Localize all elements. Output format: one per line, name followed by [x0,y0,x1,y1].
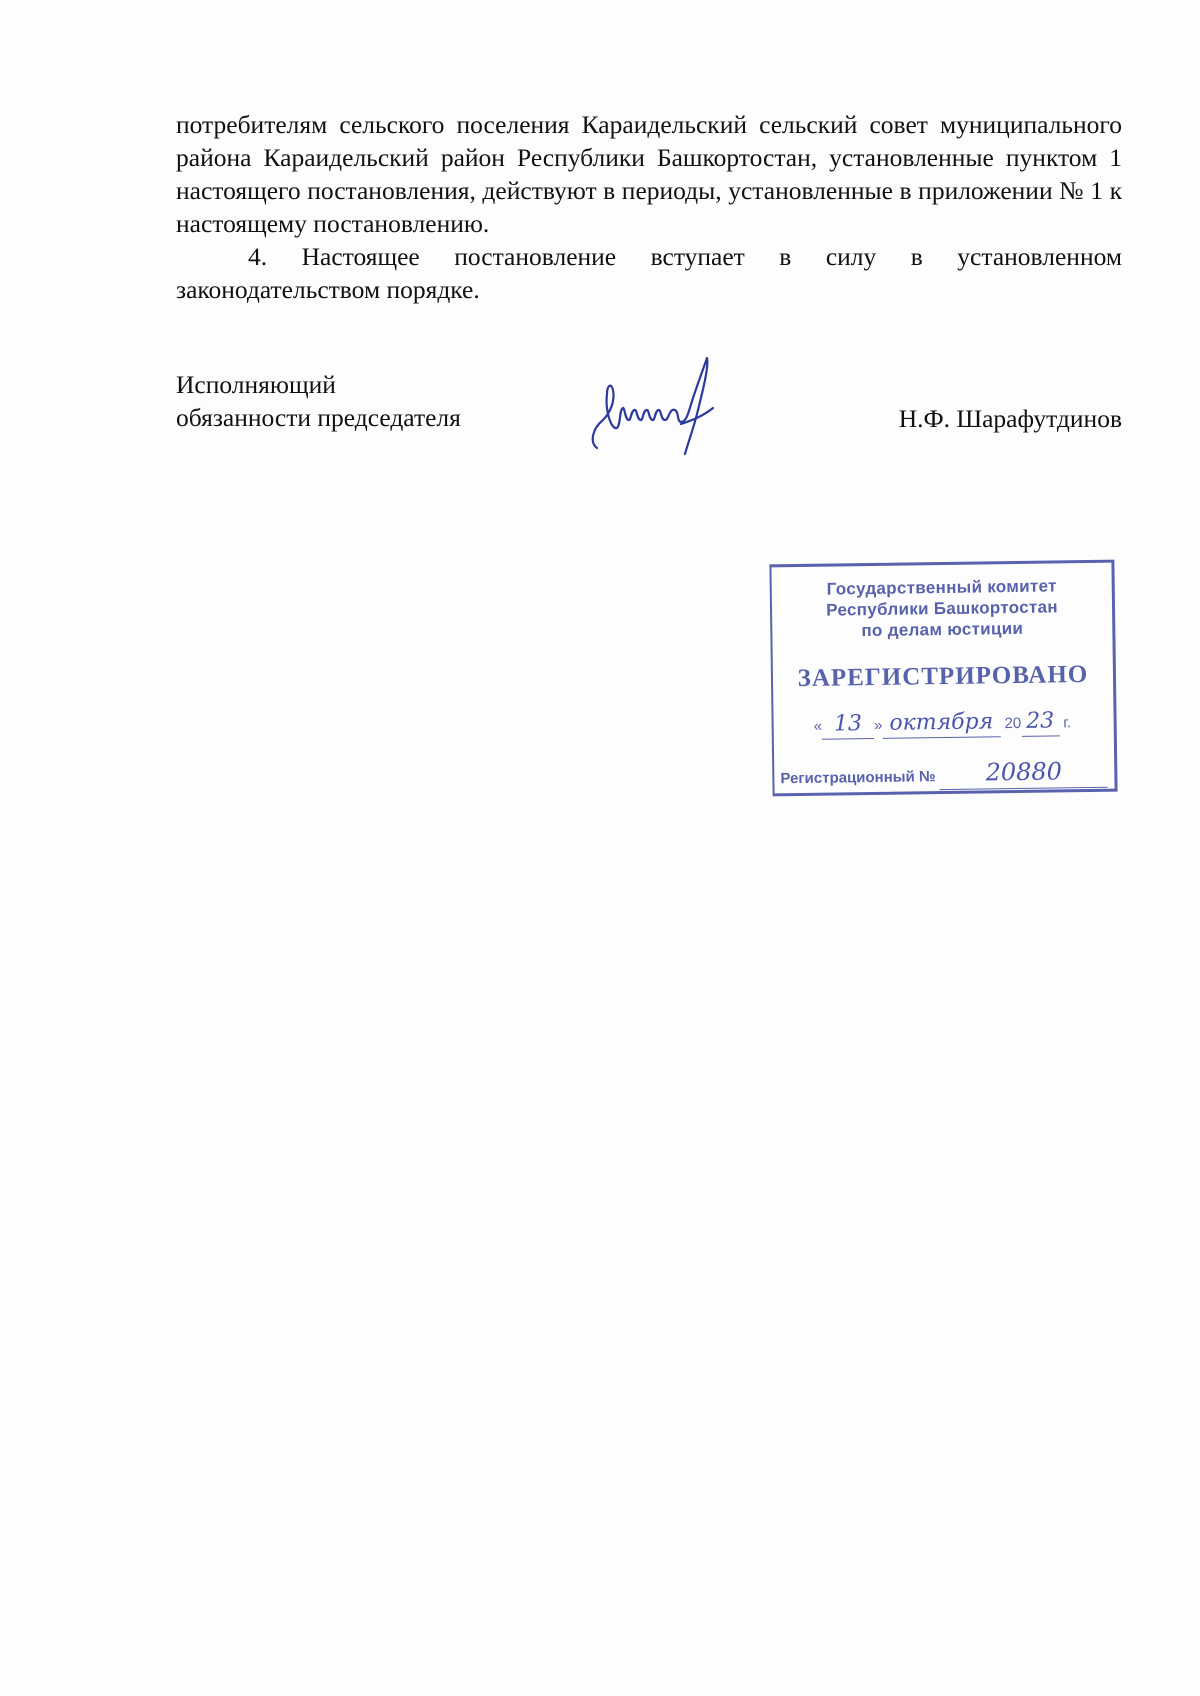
date-year-prefix: 20 [1004,714,1022,733]
signatory-position-line-1: Исполняющий [176,370,336,399]
signatory-name: Н.Ф. Шарафутдинов [898,404,1122,433]
stamp-org-line-2: Республики Башкортостан [826,597,1058,620]
stamp-org-line-3: по делам юстиции [861,618,1024,641]
document-body [176,108,1122,306]
stamp-organization [772,575,1113,643]
paragraph-item-4: 4. Настоящее постановление вступает в силу в установленном законодательством порядке. [176,242,1122,304]
registration-stamp [769,560,1117,797]
paragraph-continuation: потребителям сельского поселения Караидельский сельский совет муниципального района Караидельский район Республики Башкортостан, установленные пунктом 1 настоящего постановления, действуют в периоды, установленные в приложении № 1 к настоящему постановлению. [176,110,1122,238]
stamp-registration [780,759,1110,793]
reg-number: 20880 [985,757,1063,787]
date-year-field [1021,709,1059,737]
signatory-position [176,368,461,434]
date-day: 13 [833,711,863,737]
stamp-date [813,709,1105,743]
date-close-quote: » [873,716,883,734]
date-year-suffix: 23 [1025,708,1055,734]
date-month-field [882,710,1000,739]
date-year-unit: г. [1063,714,1072,732]
reg-number-field [940,759,1108,790]
stamp-org-line-1: Государственный комитет [826,576,1057,599]
stamp-status: ЗАРЕГИСТРИРОВАНО [797,660,1089,693]
reg-label: Регистрационный № [780,768,936,788]
date-month: октября [889,709,994,736]
signatory-position-line-2: обязанности председателя [176,403,461,432]
handwritten-signature [585,350,735,460]
date-day-field [822,712,874,740]
date-open-quote: « [813,717,823,735]
